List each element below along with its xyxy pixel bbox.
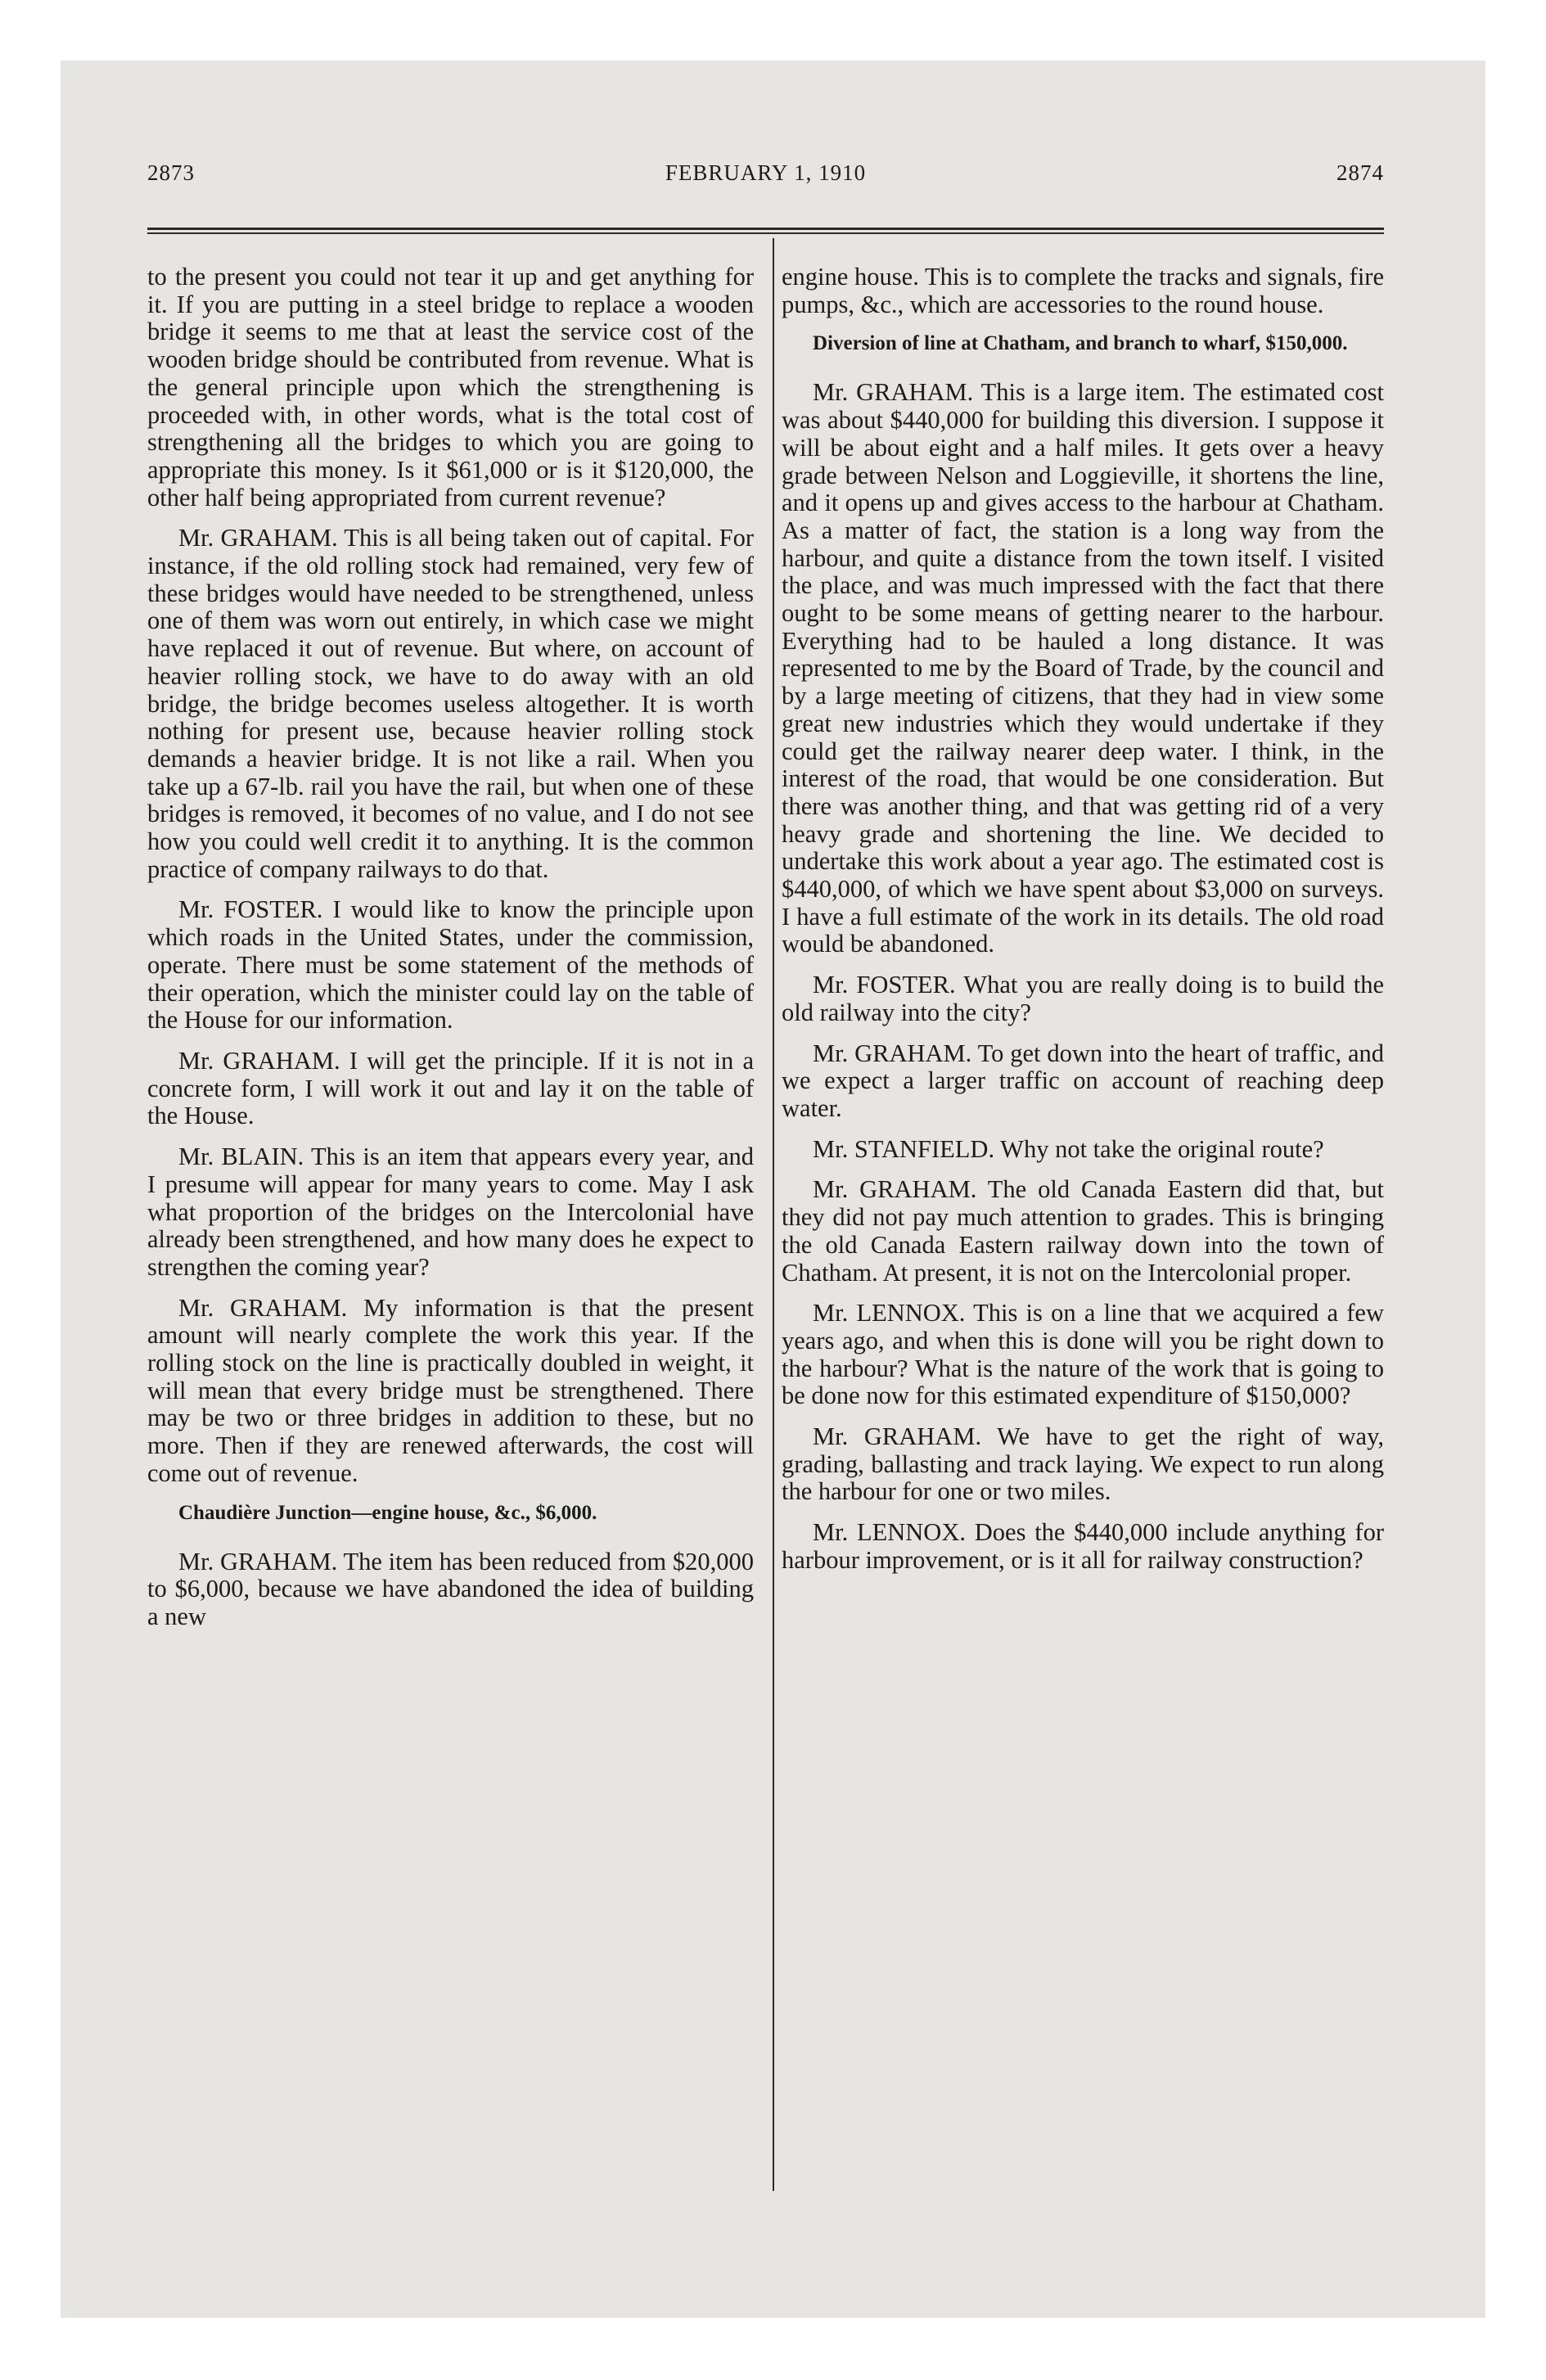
paragraph: Mr. GRAHAM. My information is that the present amount will nearly complete the work this year. If the rolling stock on the line is practically doubled in weight, it will mean that every bridge must be strengthened. There may be two or three bridges in addition to these, but no more. Then if they are renewed afterwards, the cost will come out of revenue. xyxy=(147,1293,754,1487)
left-column xyxy=(147,264,754,1644)
header-rule-thin xyxy=(147,232,1384,234)
paragraph: Mr. LENNOX. This is on a line that we acquired a few years ago, and when this is done will you be right down to the harbour? What is the nature of the work that is going to be done now for this estimated expenditure of $150,000? xyxy=(782,1299,1384,1410)
paragraph: engine house. This is to complete the tracks and signals, fire pumps, &c., which are accessories to the round house. xyxy=(782,263,1384,318)
paragraph: Mr. FOSTER. What you are really doing is to build the old railway into the city? xyxy=(782,971,1384,1026)
paragraph: to the present you could not tear it up and get anything for it. If you are putting in a steel bridge to replace a wooden bridge it seems to me that at least the service cost of the wooden bridge should be contributed from revenue. What is the general principle upon which the strengthening is proceeded with, in other words, what is the total cost of strengthening all the bridges to which you are going to appropriate this money. Is it $61,000 or is it $120,000, the other half being appropriated from current revenue? xyxy=(147,263,754,512)
header-rule xyxy=(147,228,1384,230)
page-number-right: 2874 xyxy=(1336,160,1384,185)
paragraph: Mr. GRAHAM. This is all being taken out of capital. For instance, if the old rolling stock had remained, very few of these bridges would have needed to be strengthened, unless one of them was worn out entirely, in which case we might have replaced it out of revenue. But where, on account of heavier rolling stock, we have to do away with an old bridge, the bridge becomes useless altogether. It is worth nothing for present use, because heavier rolling stock demands a heavier bridge. It is not like a rail. When you take up a 67-lb. rail you have the rail, but when one of these bridges is removed, it becomes of no value, and I do not see how you could well credit it to anything. It is the common practice of company railways to do that. xyxy=(147,524,754,883)
paragraph: Mr. BLAIN. This is an item that appears every year, and I presume will appear for many years to come. May I ask what proportion of the bridges on the Intercolonial have already been strengthened, and how many does he expect to strengthen the coming year? xyxy=(147,1143,754,1281)
paragraph: Mr. STANFIELD. Why not take the original route? xyxy=(813,1134,1324,1163)
page-date-title: FEBRUARY 1, 1910 xyxy=(665,160,867,185)
paragraph: Mr. GRAHAM. To get down into the heart of traffic, and we expect a larger traffic on account of reaching deep water. xyxy=(782,1039,1384,1122)
paragraph: Mr. GRAHAM. The old Canada Eastern did that, but they did not pay much attention to grades. This is bringing the old Canada Eastern railway down into the town of Chatham. At present, it is not on the Intercolonial proper. xyxy=(782,1175,1384,1287)
paragraph: Mr. GRAHAM. This is a large item. The estimated cost was about $440,000 for building this diversion. I suppose it will be about eight and a half miles. It gets over a heavy grade between Nelson and Loggieville, it shortens the line, and it opens up and gives access to the harbour at Chatham. As a matter of fact, the station is a long way from the harbour, and quite a distance from the town itself. I visited the place, and was much impressed with the fact that there ought to be some means of getting nearer to the harbour. Everything had to be hauled a long distance. It was represented to me by the Board of Trade, by the council and by a large meeting of citizens, that they had in view some great new industries which they would undertake if they could get the railway nearer deep water. I think, in the interest of the road, that would be one consideration. But there was another thing, and that was getting rid of a very heavy grade and shortening the line. We decided to undertake this work about a year ago. The estimated cost is $440,000, of which we have spent about $3,000 on surveys. I have a full estimate of the work in its details. The old road would be abandoned. xyxy=(782,378,1384,958)
section-heading: Diversion of line at Chatham, and branch to wharf, $150,000. xyxy=(813,332,1348,355)
section-heading: Chaudière Junction—engine house, &c., $6,000. xyxy=(178,1501,597,1524)
paragraph: Mr. LENNOX. Does the $440,000 include anything for harbour improvement, or is it all for railway construction? xyxy=(782,1518,1384,1574)
column-divider xyxy=(773,238,774,2191)
page-header xyxy=(147,160,1384,193)
paragraph: Mr. GRAHAM. We have to get the right of way, grading, ballasting and track laying. We expect to run along the harbour for one or two miles. xyxy=(782,1422,1384,1506)
paragraph: Mr. GRAHAM. I will get the principle. If it is not in a concrete form, I will work it out and lay it on the table of the House. xyxy=(147,1046,754,1130)
paragraph: Mr. FOSTER. I would like to know the principle upon which roads in the United States, under the commission, operate. There must be some statement of the methods of their operation, which the minister could lay on the table of the House for our information. xyxy=(147,895,754,1034)
page-number-left: 2873 xyxy=(147,160,195,185)
right-column xyxy=(782,264,1384,1588)
paragraph: Mr. GRAHAM. The item has been reduced from $20,000 to $6,000, because we have abandoned the idea of building a new xyxy=(147,1547,754,1630)
